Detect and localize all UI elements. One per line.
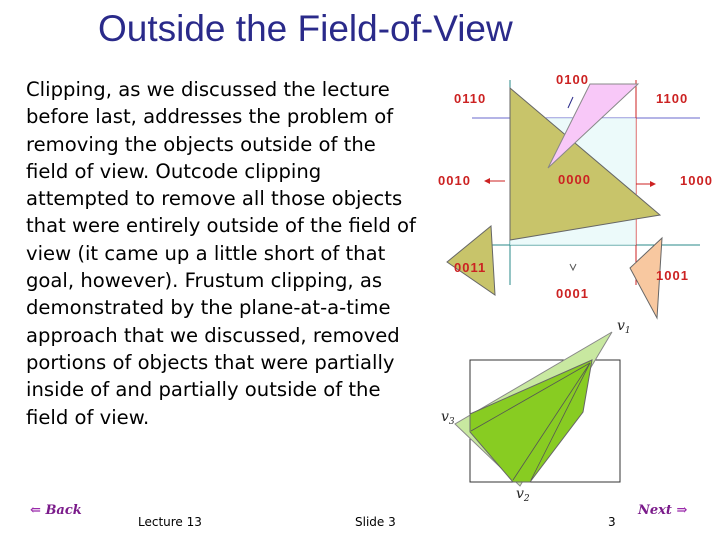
arrow-up	[568, 97, 573, 108]
outcode-0000: 0000	[558, 172, 591, 187]
next-label: Next	[638, 503, 672, 518]
outcode-1000: 1000	[680, 173, 713, 188]
slide-body-text: Clipping, as we discussed the lecture before last, addresses the problem of removing the objects outside of the field of view. Outcode clipping attempted to remove all those objects that were entirely outside of the field of view (it came up a little short of that goal, however). Frustum clipping, as demonstrated by the plane-at-a-time approach that we discussed, removed portions of objects that were partially inside of and partially outside of the field of view.	[26, 78, 416, 429]
outcode-1100: 1100	[656, 91, 689, 106]
arrow-right-head	[650, 181, 656, 187]
page-number: 3	[608, 515, 616, 529]
outcode-1001: 1001	[656, 268, 689, 283]
back-arrow-icon: ⇐	[30, 503, 41, 518]
outcode-0110: 0110	[454, 91, 487, 106]
slide-title: Outside the Field-of-View	[98, 8, 513, 49]
outcode-0001: 0001	[556, 286, 589, 301]
outcode-0100: 0100	[556, 72, 589, 87]
vertex-v2-label: $v_2$	[516, 486, 530, 504]
vertex-v3-label: $v_3$	[441, 409, 455, 427]
arrow-left-head	[484, 178, 490, 184]
back-label: Back	[45, 503, 82, 518]
arrow-down-mark	[570, 264, 576, 270]
lecture-label: Lecture 13	[138, 515, 202, 529]
slide-number-label: Slide 3	[355, 515, 396, 529]
outcode-0010: 0010	[438, 173, 471, 188]
vertex-v1-label: $v_1$	[617, 318, 631, 336]
back-button[interactable]	[30, 503, 82, 518]
next-arrow-icon: ⇒	[676, 503, 688, 518]
outcode-0011: 0011	[454, 260, 487, 275]
next-button[interactable]	[638, 503, 687, 518]
